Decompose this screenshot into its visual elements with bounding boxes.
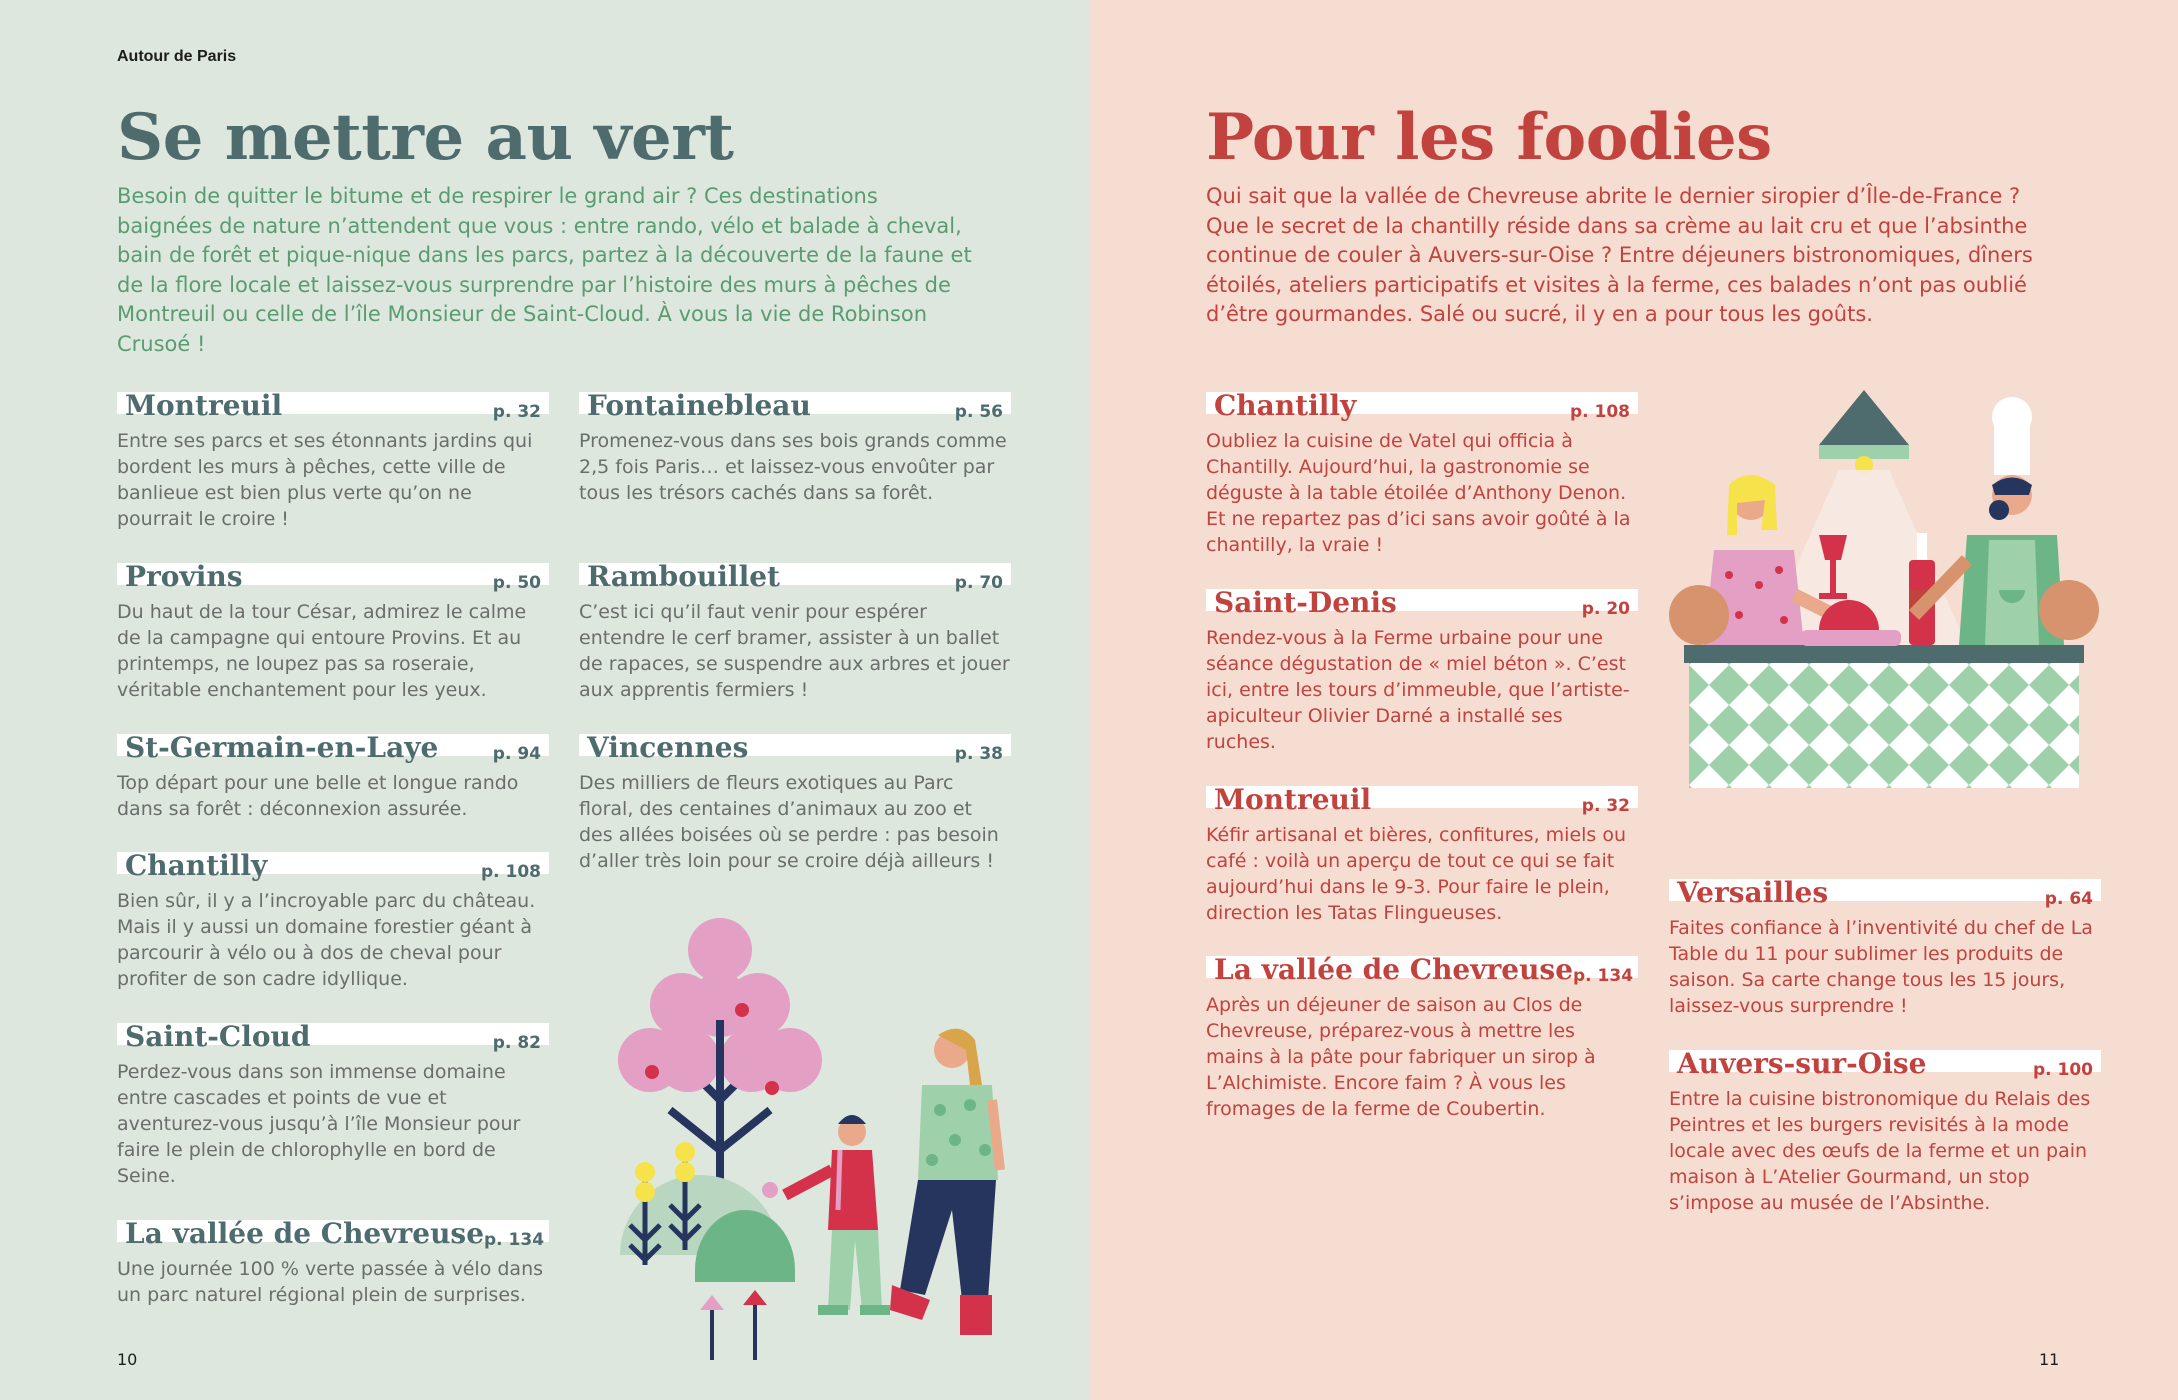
right-page	[1089, 0, 2178, 1400]
entry-page-ref: p. 70	[954, 573, 1003, 593]
entry-montreuil	[117, 389, 549, 532]
entry-title: Versailles	[1677, 876, 1829, 909]
entry-text: Top départ pour une belle et longue rando dans sa forêt : déconnexion assurée.	[117, 772, 519, 820]
entry-title: La vallée de Chevreuse	[125, 1217, 485, 1250]
entry-text: Perdez-vous dans son immense domaine entre cascades et points de vue et aventurez-vous jusqu’à l’île Monsieur pour faire le plein de chlorophylle en bord de Seine.	[117, 1061, 521, 1187]
right-page-intro: Qui sait que la vallée de Chevreuse abrite le dernier siropier d’Île-de-France ? Que le secret de la chantilly réside dans sa crème au lait cru et que l’absinthe continue de couler à Auvers-sur-Oise ? Entre déjeuners bistronomiques, dîners étoilés, ateliers participatifs et visites à la ferme, ces balades n’ont pas oublié d’être gourmandes. Salé ou sucré, il y en a pour tous les goûts.	[1206, 184, 2033, 326]
entry-page-ref: p. 134	[484, 1230, 545, 1250]
entry-auvers-sur-oise	[1669, 1047, 2101, 1216]
nature-illustration	[600, 910, 1040, 1370]
entry-text: Des milliers de fleurs exotiques au Parc floral, des centaines d’animaux au zoo et des allées boisées où se perdre : pas besoin d’aller très loin pour se croire déjà ailleurs !	[579, 772, 999, 872]
entry-chantilly	[117, 849, 549, 992]
section-label: Autour de Paris	[117, 48, 237, 65]
entry-text: Oubliez la cuisine de Vatel qui officia à Chantilly. Aujourd’hui, la gastronomie se déguste à la table étoilée d’Anthony Denon. Et ne repartez pas d’ici sans avoir goûté à la chantilly, la vraie !	[1206, 430, 1631, 556]
entry-text: Après un déjeuner de saison au Clos de Chevreuse, préparez-vous à mettre les mains à la pâte pour fabriquer un sirop à L’Alchimiste. Encore faim ? À vous les fromages de la ferme de Coubertin.	[1206, 994, 1596, 1120]
entry-page-ref: p. 108	[480, 862, 541, 882]
entry-vallee-de-chevreuse-food	[1206, 953, 1638, 1122]
entry-title: Saint-Cloud	[125, 1020, 311, 1053]
entry-page-ref: p. 38	[954, 744, 1003, 764]
entry-title: Provins	[125, 560, 243, 593]
entry-title: St-Germain-en-Laye	[125, 731, 439, 764]
entry-versailles	[1669, 876, 2101, 1019]
entry-page-ref: p. 56	[954, 402, 1003, 422]
entry-title: Montreuil	[125, 389, 283, 422]
page-number-right: 11	[2039, 1350, 2060, 1369]
entry-title: Auvers-sur-Oise	[1677, 1047, 1927, 1080]
entry-page-ref: p. 50	[492, 573, 541, 593]
entry-title: Rambouillet	[587, 560, 780, 593]
entry-saint-denis	[1206, 586, 1638, 755]
entry-title: Montreuil	[1214, 783, 1372, 816]
entry-title: Saint-Denis	[1214, 586, 1397, 619]
entry-text: Entre la cuisine bistronomique du Relais des Peintres et les burgers revisités à la mode locale avec des œufs de la ferme et un pain maison à L’Atelier Gourmand, un stop s’impose au musée de l’Absinthe.	[1669, 1088, 2091, 1214]
entry-st-germain-en-laye	[117, 731, 549, 822]
entry-provins	[117, 560, 549, 703]
entry-title: Chantilly	[1214, 389, 1357, 422]
entry-page-ref: p. 100	[2032, 1060, 2093, 1080]
entry-rambouillet	[579, 560, 1011, 703]
entry-text: C’est ici qu’il faut venir pour espérer entendre le cerf bramer, assister à un ballet de rapaces, se suspendre aux arbres et jouer aux apprentis fermiers !	[579, 601, 1010, 701]
entry-saint-cloud	[117, 1020, 549, 1189]
entry-page-ref: p. 32	[492, 402, 541, 422]
page-number-left: 10	[117, 1350, 138, 1369]
entry-title: La vallée de Chevreuse	[1214, 953, 1574, 986]
entry-page-ref: p. 94	[492, 744, 541, 764]
entry-text: Entre ses parcs et ses étonnants jardins qui bordent les murs à pêches, cette ville de banlieue est bien plus verte qu’on ne pourrait le croire !	[117, 430, 533, 530]
entry-page-ref: p. 134	[1573, 966, 1634, 986]
entry-page-ref: p. 82	[492, 1033, 541, 1053]
entry-text: Du haut de la tour César, admirez le calme de la campagne qui entoure Provins. Et au printemps, ne loupez pas sa roseraie, véritable enchantement pour les yeux.	[117, 601, 527, 701]
entry-page-ref: p. 108	[1569, 402, 1630, 422]
entry-text: Bien sûr, il y a l’incroyable parc du château. Mais il y aussi un domaine forestier géant à parcourir à vélo ou à dos de cheval pour profiter de son cadre idyllique.	[117, 890, 536, 990]
left-page-title: Se mettre au vert	[117, 100, 734, 175]
entry-text: Faites confiance à l’inventivité du chef de La Table du 11 pour sublimer les produits de saison. Sa carte change tous les 15 jours, laissez-vous surprendre !	[1669, 917, 2093, 1017]
entry-page-ref: p. 64	[2044, 889, 2093, 909]
kitchen-illustration	[1669, 385, 2099, 805]
entry-vincennes	[579, 731, 1011, 874]
entry-text: Promenez-vous dans ses bois grands comme 2,5 fois Paris… et laissez-vous envoûter par tous les trésors cachés dans sa forêt.	[579, 430, 1007, 504]
entry-title: Chantilly	[125, 849, 268, 882]
entry-page-ref: p. 32	[1581, 796, 1630, 816]
entry-title: Fontainebleau	[587, 389, 811, 422]
entry-fontainebleau	[579, 389, 1011, 506]
entry-vallee-de-chevreuse	[117, 1217, 549, 1308]
entry-chantilly-food	[1206, 389, 1638, 558]
entry-montreuil-food	[1206, 783, 1638, 926]
left-page-intro: Besoin de quitter le bitume et de respirer le grand air ? Ces destinations baignées de nature n’attendent que vous : entre rando, vélo et balade à cheval, bain de forêt et pique-nique dans les parcs, partez à la découverte de la faune et de la flore locale et laissez-vous surprendre par l’histoire des murs à pêches de Montreuil ou celle de l’île Monsieur de Saint-Cloud. À vous la vie de Robinson Crusoé !	[117, 184, 972, 356]
right-page-title: Pour les foodies	[1206, 100, 1772, 175]
entry-title: Vincennes	[587, 731, 749, 764]
entry-text: Rendez-vous à la Ferme urbaine pour une séance dégustation de « miel béton ». C’est ici, entre les tours d’immeuble, que l’artiste-apiculteur Olivier Darné a installé ses ruches.	[1206, 627, 1630, 753]
entry-page-ref: p. 20	[1581, 599, 1630, 619]
entry-text: Kéfir artisanal et bières, confitures, miels ou café : voilà un aperçu de tout ce qui se fait aujourd’hui dans le 9-3. Pour faire le plein, direction les Tatas Flingueuses.	[1206, 824, 1627, 924]
entry-text: Une journée 100 % verte passée à vélo dans un parc naturel régional plein de surprises.	[117, 1258, 544, 1306]
